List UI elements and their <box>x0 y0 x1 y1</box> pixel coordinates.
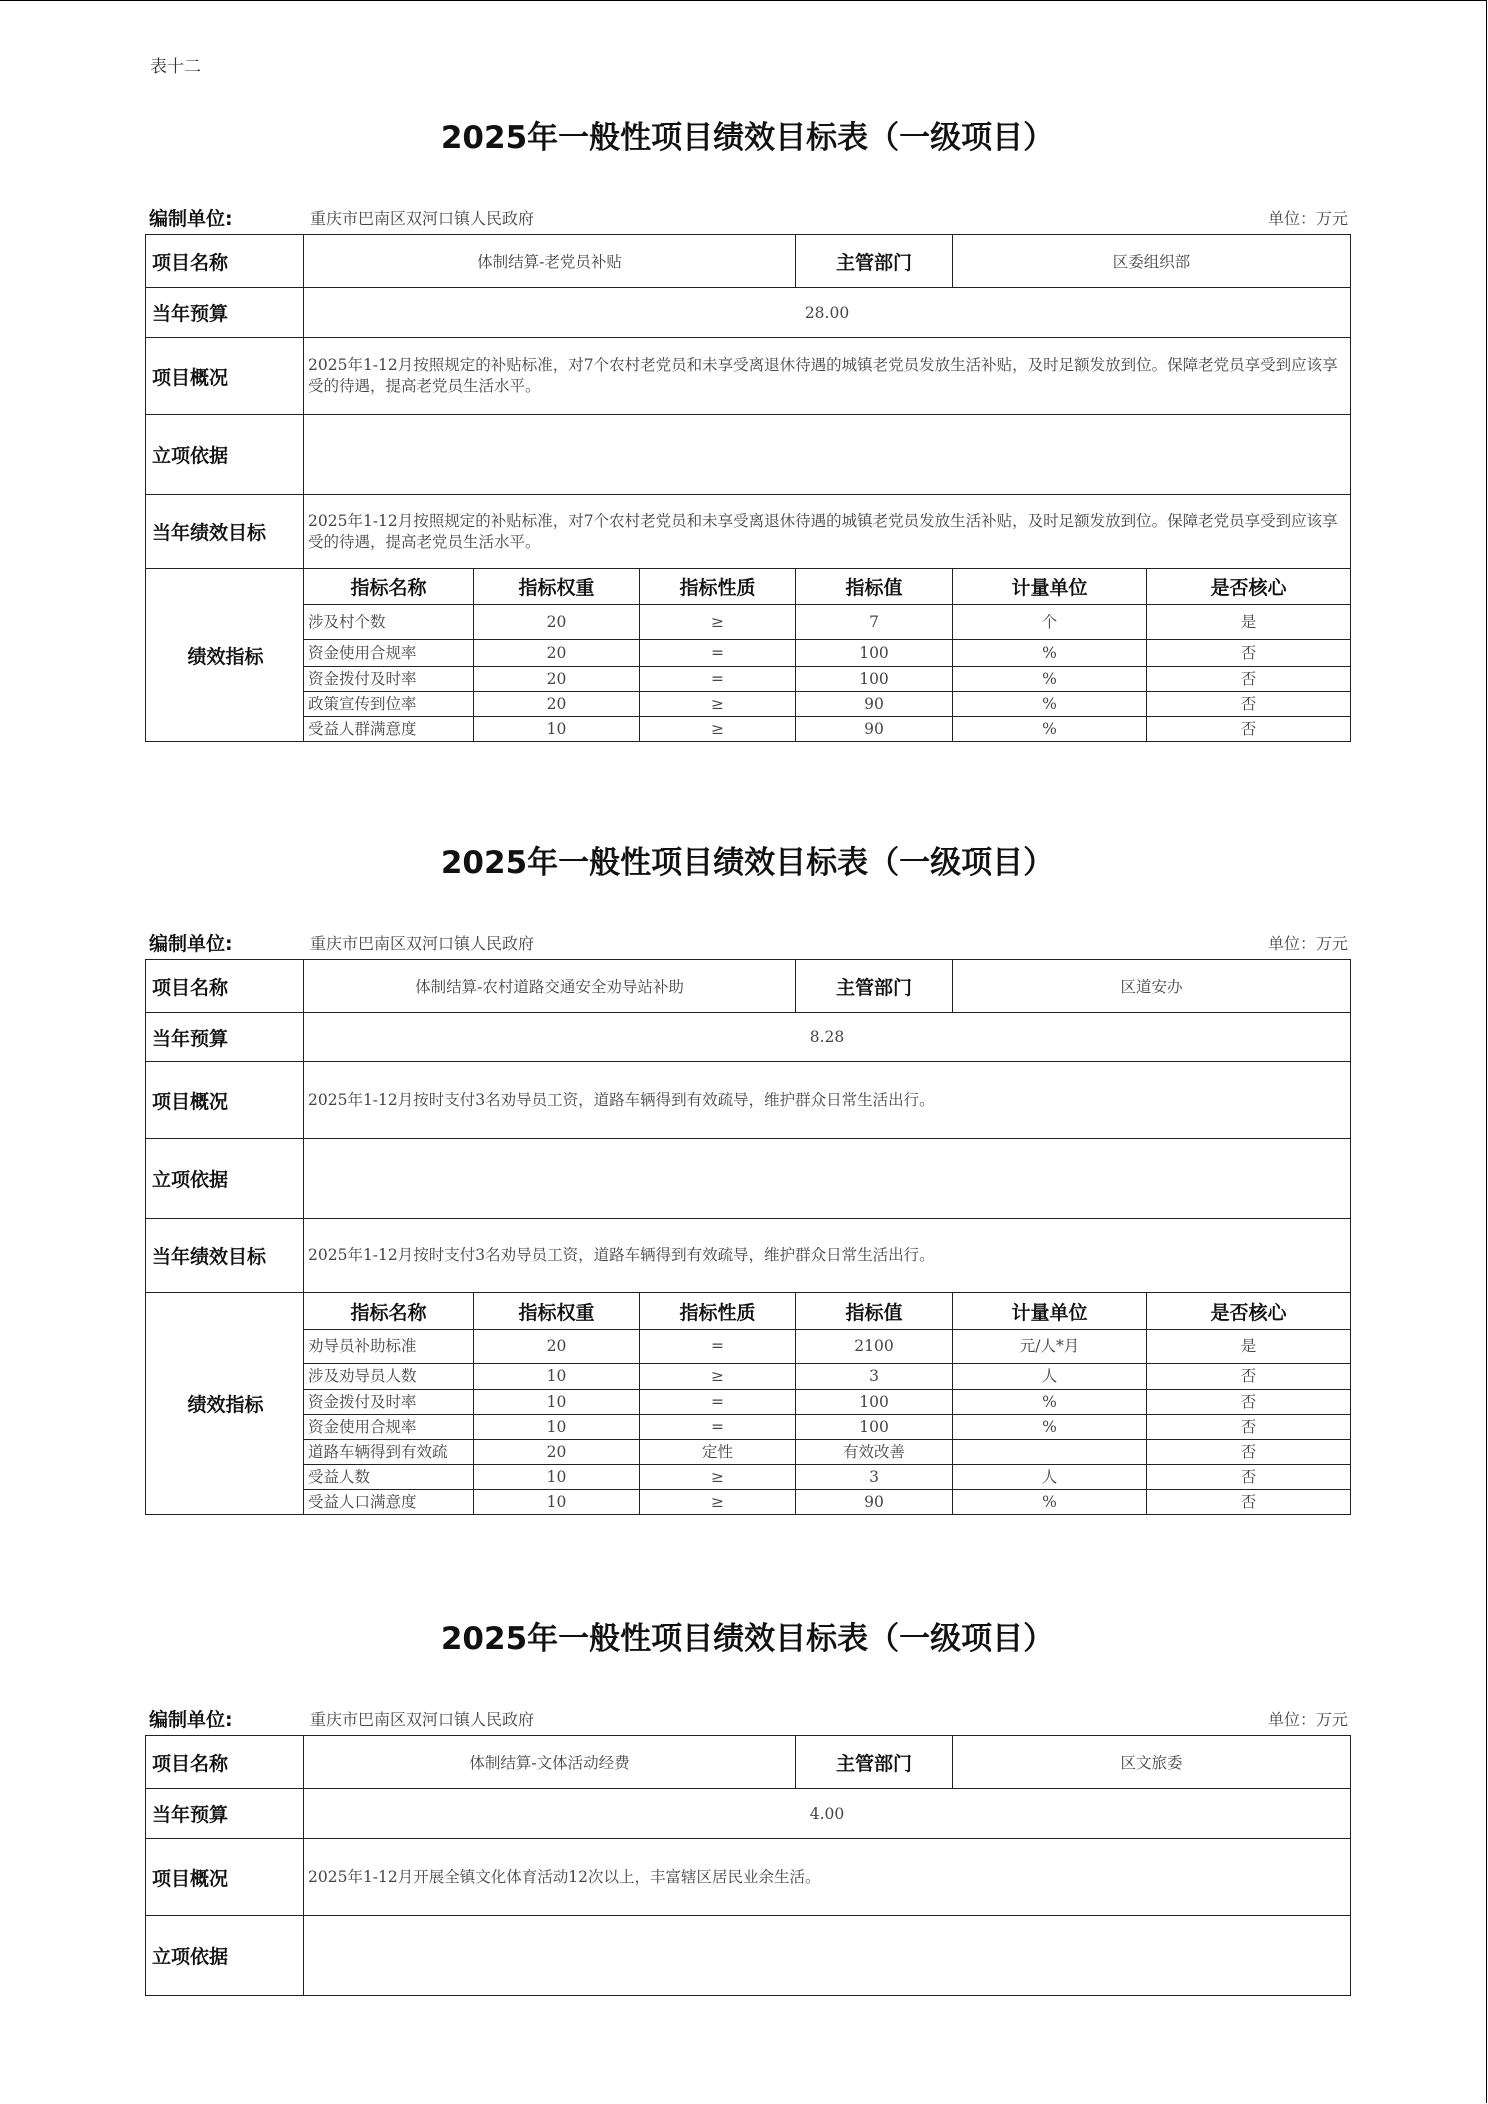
indicator-unit: % <box>953 692 1147 717</box>
indicator-unit <box>953 1440 1147 1465</box>
money-unit: 单位：万元 <box>1267 209 1348 228</box>
indicator-core: 是 <box>1147 605 1351 640</box>
indicator-weight: 20 <box>474 640 640 667</box>
indicator-unit: % <box>953 667 1147 692</box>
org-line <box>145 929 1350 959</box>
indicator-nature: ≥ <box>640 605 796 640</box>
indicator-nature: ≥ <box>640 1490 796 1515</box>
indicator-weight: 20 <box>474 692 640 717</box>
indicator-nature: = <box>640 640 796 667</box>
indicator-row <box>146 1390 1351 1415</box>
indicator-name: 资金使用合规率 <box>304 640 474 667</box>
indicator-unit: % <box>953 717 1147 742</box>
project-table <box>145 959 1351 1515</box>
indicator-name: 涉及村个数 <box>304 605 474 640</box>
indicator-unit: % <box>953 640 1147 667</box>
basis-label: 立项依据 <box>146 1916 304 1996</box>
indicator-core: 否 <box>1147 1364 1351 1390</box>
indicator-value: 100 <box>796 1390 953 1415</box>
indicator-header: 计量单位 <box>953 569 1147 605</box>
indicator-row <box>146 640 1351 667</box>
indicator-name: 受益人数 <box>304 1465 474 1490</box>
basis-value <box>304 1139 1351 1219</box>
org-label: 编制单位: <box>149 1709 233 1731</box>
department-value: 区道安办 <box>953 960 1351 1013</box>
indicator-row <box>146 605 1351 640</box>
indicator-nature: ≥ <box>640 692 796 717</box>
indicator-value: 90 <box>796 1490 953 1515</box>
indicator-weight: 20 <box>474 1440 640 1465</box>
overview-value: 2025年1-12月按照规定的补贴标准，对7个农村老党员和未享受离退休待遇的城镇老党员发放生活补贴，及时足额发放到位。保障老党员享受到应该享受的待遇，提高老党员生活水平。 <box>304 338 1351 415</box>
indicator-nature: = <box>640 667 796 692</box>
department-value: 区委组织部 <box>953 235 1351 288</box>
indicator-value: 有效改善 <box>796 1440 953 1465</box>
indicator-core: 否 <box>1147 1390 1351 1415</box>
money-unit: 单位：万元 <box>1267 934 1348 953</box>
indicator-header: 指标值 <box>796 1293 953 1330</box>
project-name-label: 项目名称 <box>146 235 304 288</box>
basis-value <box>304 415 1351 495</box>
indicator-weight: 10 <box>474 1465 640 1490</box>
budget-label: 当年预算 <box>146 1013 304 1062</box>
indicator-row <box>146 1364 1351 1390</box>
indicator-unit: % <box>953 1490 1147 1515</box>
performance-form-3 <box>145 1619 1350 1996</box>
indicator-name: 受益人群满意度 <box>304 717 474 742</box>
indicator-unit: 人 <box>953 1364 1147 1390</box>
org-line <box>145 204 1350 234</box>
sheet-number: 表十二 <box>150 57 201 77</box>
indicator-value: 2100 <box>796 1330 953 1364</box>
project-name-value: 体制结算-老党员补贴 <box>304 235 796 288</box>
goal-value: 2025年1-12月按照规定的补贴标准，对7个农村老党员和未享受离退休待遇的城镇老党员发放生活补贴，及时足额发放到位。保障老党员享受到应该享受的待遇，提高老党员生活水平。 <box>304 495 1351 569</box>
form-title: 2025年一般性项目绩效目标表（一级项目） <box>440 1621 1055 1657</box>
indicator-weight: 10 <box>474 717 640 742</box>
indicator-nature: = <box>640 1390 796 1415</box>
indicator-value: 3 <box>796 1364 953 1390</box>
org-value: 重庆市巴南区双河口镇人民政府 <box>310 1710 535 1729</box>
indicator-name: 资金拨付及时率 <box>304 667 474 692</box>
indicator-header: 指标权重 <box>474 1293 640 1330</box>
budget-value: 28.00 <box>304 288 1351 338</box>
indicator-core: 是 <box>1147 1330 1351 1364</box>
indicator-value: 90 <box>796 717 953 742</box>
indicator-row <box>146 1490 1351 1515</box>
indicator-weight: 10 <box>474 1390 640 1415</box>
overview-label: 项目概况 <box>146 1062 304 1139</box>
goal-label: 当年绩效目标 <box>146 495 304 569</box>
indicator-name: 政策宣传到位率 <box>304 692 474 717</box>
project-name-value: 体制结算-文体活动经费 <box>304 1736 796 1789</box>
indicator-core: 否 <box>1147 640 1351 667</box>
indicator-header: 指标名称 <box>304 1293 474 1330</box>
budget-value: 4.00 <box>304 1789 1351 1839</box>
indicator-core: 否 <box>1147 1440 1351 1465</box>
indicator-name: 受益人口满意度 <box>304 1490 474 1515</box>
indicator-header: 指标名称 <box>304 569 474 605</box>
org-label: 编制单位: <box>149 208 233 230</box>
indicator-header: 指标性质 <box>640 1293 796 1330</box>
budget-label: 当年预算 <box>146 288 304 338</box>
indicator-value: 100 <box>796 640 953 667</box>
indicator-nature: ≥ <box>640 717 796 742</box>
indicator-core: 否 <box>1147 1465 1351 1490</box>
indicator-unit: 元/人*月 <box>953 1330 1147 1364</box>
indicator-nature: ≥ <box>640 1465 796 1490</box>
indicator-core: 否 <box>1147 1415 1351 1440</box>
indicator-value: 100 <box>796 1415 953 1440</box>
indicator-row <box>146 1330 1351 1364</box>
department-label: 主管部门 <box>796 1736 953 1789</box>
basis-value <box>304 1916 1351 1996</box>
indicators-label: 绩效指标 <box>146 569 304 742</box>
indicator-weight: 20 <box>474 1330 640 1364</box>
goal-label: 当年绩效目标 <box>146 1219 304 1293</box>
form-title: 2025年一般性项目绩效目标表（一级项目） <box>440 845 1055 881</box>
org-value: 重庆市巴南区双河口镇人民政府 <box>310 209 535 228</box>
basis-label: 立项依据 <box>146 1139 304 1219</box>
org-label: 编制单位: <box>149 933 233 955</box>
indicator-value: 3 <box>796 1465 953 1490</box>
indicator-value: 90 <box>796 692 953 717</box>
department-value: 区文旅委 <box>953 1736 1351 1789</box>
org-value: 重庆市巴南区双河口镇人民政府 <box>310 934 535 953</box>
basis-label: 立项依据 <box>146 415 304 495</box>
indicator-nature: = <box>640 1415 796 1440</box>
budget-value: 8.28 <box>304 1013 1351 1062</box>
indicator-unit: % <box>953 1390 1147 1415</box>
department-label: 主管部门 <box>796 960 953 1013</box>
indicator-row <box>146 692 1351 717</box>
indicator-core: 否 <box>1147 692 1351 717</box>
indicator-value: 100 <box>796 667 953 692</box>
indicator-weight: 20 <box>474 605 640 640</box>
project-name-label: 项目名称 <box>146 960 304 1013</box>
overview-label: 项目概况 <box>146 1839 304 1916</box>
indicator-weight: 10 <box>474 1415 640 1440</box>
indicator-value: 7 <box>796 605 953 640</box>
project-table <box>145 234 1351 742</box>
indicator-name: 资金使用合规率 <box>304 1415 474 1440</box>
indicator-header: 指标权重 <box>474 569 640 605</box>
goal-value: 2025年1-12月按时支付3名劝导员工资，道路车辆得到有效疏导，维护群众日常生活出行。 <box>304 1219 1351 1293</box>
indicator-nature: = <box>640 1330 796 1364</box>
indicator-weight: 10 <box>474 1364 640 1390</box>
indicator-header: 是否核心 <box>1147 1293 1351 1330</box>
indicator-core: 否 <box>1147 717 1351 742</box>
indicator-core: 否 <box>1147 1490 1351 1515</box>
budget-label: 当年预算 <box>146 1789 304 1839</box>
indicator-row <box>146 1415 1351 1440</box>
indicator-row <box>146 667 1351 692</box>
indicator-nature: ≥ <box>640 1364 796 1390</box>
indicator-core: 否 <box>1147 667 1351 692</box>
indicator-row <box>146 717 1351 742</box>
indicator-name: 劝导员补助标准 <box>304 1330 474 1364</box>
indicator-weight: 10 <box>474 1490 640 1515</box>
indicator-nature: 定性 <box>640 1440 796 1465</box>
indicator-header: 指标值 <box>796 569 953 605</box>
department-label: 主管部门 <box>796 235 953 288</box>
indicator-name: 资金拨付及时率 <box>304 1390 474 1415</box>
money-unit: 单位：万元 <box>1267 1710 1348 1729</box>
overview-label: 项目概况 <box>146 338 304 415</box>
overview-value: 2025年1-12月开展全镇文化体育活动12次以上，丰富辖区居民业余生活。 <box>304 1839 1351 1916</box>
indicator-name: 涉及劝导员人数 <box>304 1364 474 1390</box>
indicator-unit: 人 <box>953 1465 1147 1490</box>
indicator-name: 道路车辆得到有效疏 <box>304 1440 474 1465</box>
indicator-header: 是否核心 <box>1147 569 1351 605</box>
indicator-weight: 20 <box>474 667 640 692</box>
indicator-row <box>146 1440 1351 1465</box>
project-name-value: 体制结算-农村道路交通安全劝导站补助 <box>304 960 796 1013</box>
project-name-label: 项目名称 <box>146 1736 304 1789</box>
indicator-unit: 个 <box>953 605 1147 640</box>
indicators-label: 绩效指标 <box>146 1293 304 1515</box>
performance-form-1 <box>145 118 1350 742</box>
performance-form-2 <box>145 843 1350 1515</box>
indicator-row <box>146 1465 1351 1490</box>
form-title: 2025年一般性项目绩效目标表（一级项目） <box>440 120 1055 156</box>
project-table <box>145 1735 1351 1996</box>
indicator-unit: % <box>953 1415 1147 1440</box>
overview-value: 2025年1-12月按时支付3名劝导员工资，道路车辆得到有效疏导，维护群众日常生活出行。 <box>304 1062 1351 1139</box>
indicator-header: 指标性质 <box>640 569 796 605</box>
indicator-header: 计量单位 <box>953 1293 1147 1330</box>
org-line <box>145 1705 1350 1735</box>
